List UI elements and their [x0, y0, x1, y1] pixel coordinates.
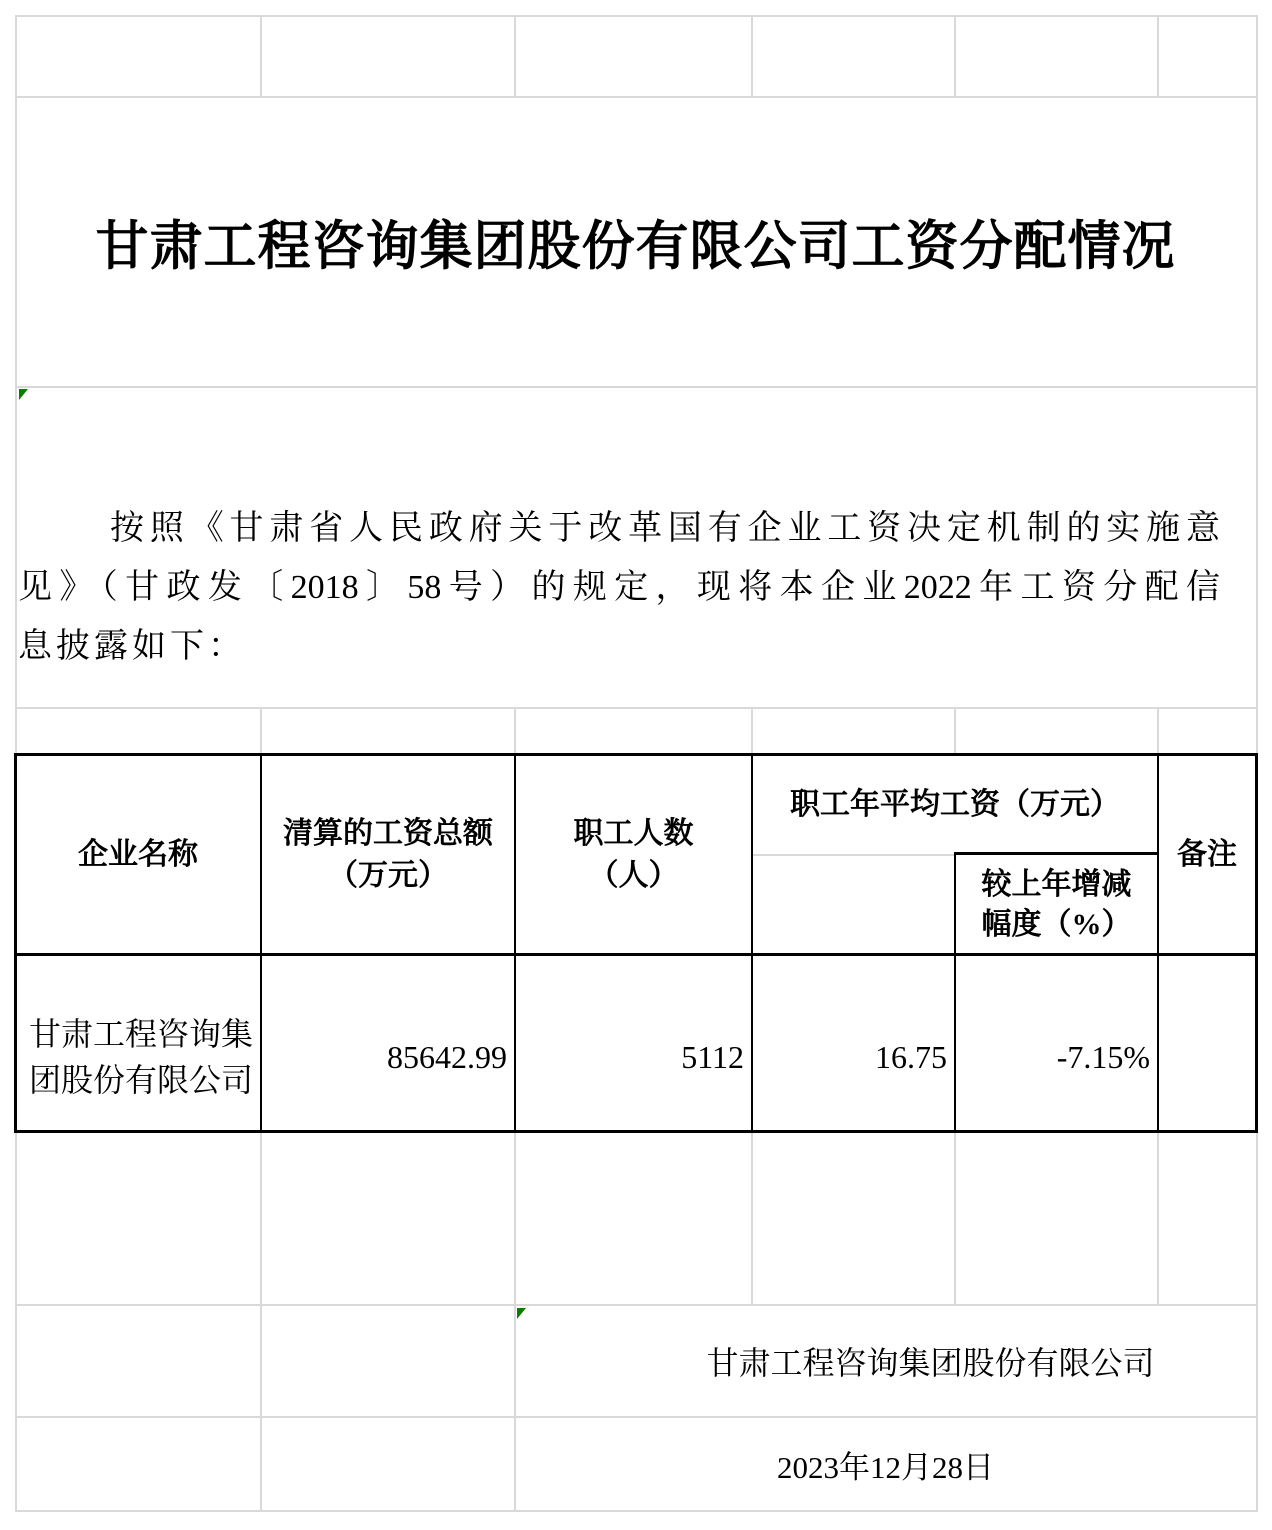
cell-flag-icon [19, 389, 28, 400]
header-headcount-line1: 职工人数 [573, 817, 694, 850]
gridline [954, 707, 956, 755]
gridline [514, 707, 516, 755]
intro-line-3[interactable]: 息披露如下： [18, 628, 246, 665]
intro-line-2[interactable]: 见》（甘政发〔2018〕58号）的规定，现将本企业2022年工资分配信 [18, 569, 1220, 606]
gridline [1157, 1133, 1159, 1305]
gridline [751, 15, 753, 97]
gridline [954, 15, 956, 97]
row-yoy-change[interactable]: -7.15% [1056, 1038, 1150, 1075]
gridline [954, 1133, 956, 1305]
row-settled-total[interactable]: 85642.99 [387, 1038, 507, 1075]
row-headcount[interactable]: 5112 [681, 1038, 744, 1075]
header-remark[interactable]: 备注 [1177, 838, 1237, 871]
gridline [751, 1133, 753, 1305]
gridline [260, 1133, 262, 1512]
gridline [1157, 707, 1159, 755]
header-yoy-change-line1: 较上年增减 [981, 868, 1132, 901]
row-company: 甘肃工程咨询集团股份有限公司 [29, 1016, 254, 1098]
header-headcount[interactable] [515, 755, 752, 955]
gridline [15, 1510, 1258, 1512]
row-company-cell[interactable] [15, 955, 261, 1131]
gridline [751, 707, 753, 755]
footer-date[interactable]: 2023年12月28日 [777, 1449, 994, 1485]
header-settled-total[interactable] [261, 755, 515, 955]
header-settled-total-line1: 清算的工资总额 [283, 817, 493, 850]
row-avg-annual-wage[interactable]: 16.75 [875, 1038, 947, 1075]
row-remark[interactable] [1158, 955, 1256, 1131]
gridline [260, 707, 262, 755]
gridline [1157, 15, 1159, 97]
gridline [15, 15, 1258, 17]
gridline [260, 15, 262, 97]
sheet-title: 甘肃工程咨询集团股份有限公司工资分配情况 [95, 218, 1176, 276]
header-settled-total-line2: （万元） [328, 859, 448, 892]
header-yoy-change-line2: 幅度（%） [981, 908, 1132, 941]
header-company[interactable]: 企业名称 [78, 838, 198, 871]
header-headcount-line2: （人） [588, 859, 679, 892]
footer-company[interactable]: 甘肃工程咨询集团股份有限公司 [706, 1345, 1155, 1381]
header-yoy-change[interactable] [955, 855, 1158, 955]
intro-line-1[interactable]: 按照《甘肃省人民政府关于改革国有企业工资决定机制的实施意 [110, 510, 1220, 547]
gridline [514, 15, 516, 97]
gridline [15, 707, 1258, 709]
header-avg-annual-wage[interactable]: 职工年平均工资（万元） [790, 788, 1120, 821]
sheet-title-cell[interactable] [15, 97, 1256, 387]
